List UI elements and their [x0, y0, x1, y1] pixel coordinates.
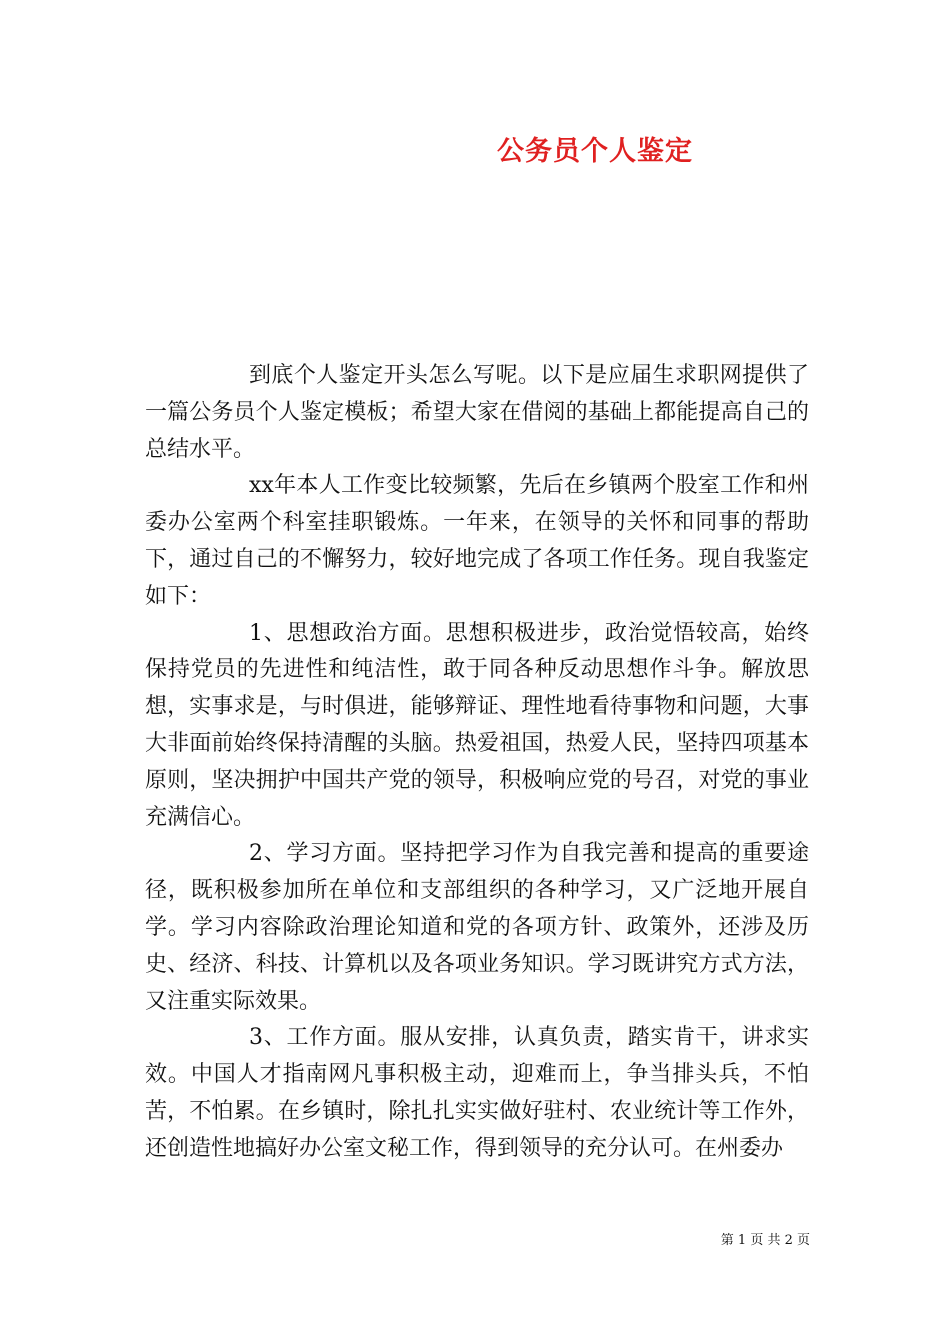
document-title: 公务员个人鉴定 [497, 136, 693, 167]
paragraph-study: 2、学习方面。坚持把学习作为自我完善和提高的重要途径，既积极参加所在单位和支部组织的各种学习，又广泛地开展自学。学习内容除政治理论知道和党的各项方针、政策外，还涉及历史、经济、科技、计算机以及各项业务知识。学习既讲究方式方法，又注重实际效果。 [145, 841, 809, 1014]
paragraph-work: 3、工作方面。服从安排，认真负责，踏实肯干，讲求实效。中国人才指南网凡事积极主动，迎难而上，争当排头兵，不怕苦，不怕累。在乡镇时，除扎扎实实做好驻村、农业统计等工作外，还创造性地搞好办公室文秘工作，得到领导的充分认可。在州委办 [145, 1025, 809, 1161]
document-body [145, 358, 809, 1168]
paragraph-intro: 到底个人鉴定开头怎么写呢。以下是应届生求职网提供了一篇公务员个人鉴定模板；希望大家在借阅的基础上都能提高自己的总结水平。 [145, 363, 809, 462]
paragraph-ideology: 1、思想政治方面。思想积极进步，政治觉悟较高，始终保持党员的先进性和纯洁性，敢于同各种反动思想作斗争。解放思想，实事求是，与时俱进，能够辩证、理性地看待事物和问题，大事大非面前始终保持清醒的头脑。热爱祖国，热爱人民，坚持四项基本原则，坚决拥护中国共产党的领导，积极响应党的号召，对党的事业充满信心。 [145, 620, 809, 830]
page-number-footer: 第 1 页 共 2 页 [720, 1233, 810, 1248]
paragraph-overview: xx年本人工作变比较频繁，先后在乡镇两个股室工作和州委办公室两个科室挂职锻炼。一年来，在领导的关怀和同事的帮助下，通过自己的不懈努力，较好地完成了各项工作任务。现自我鉴定如下： [145, 473, 809, 609]
